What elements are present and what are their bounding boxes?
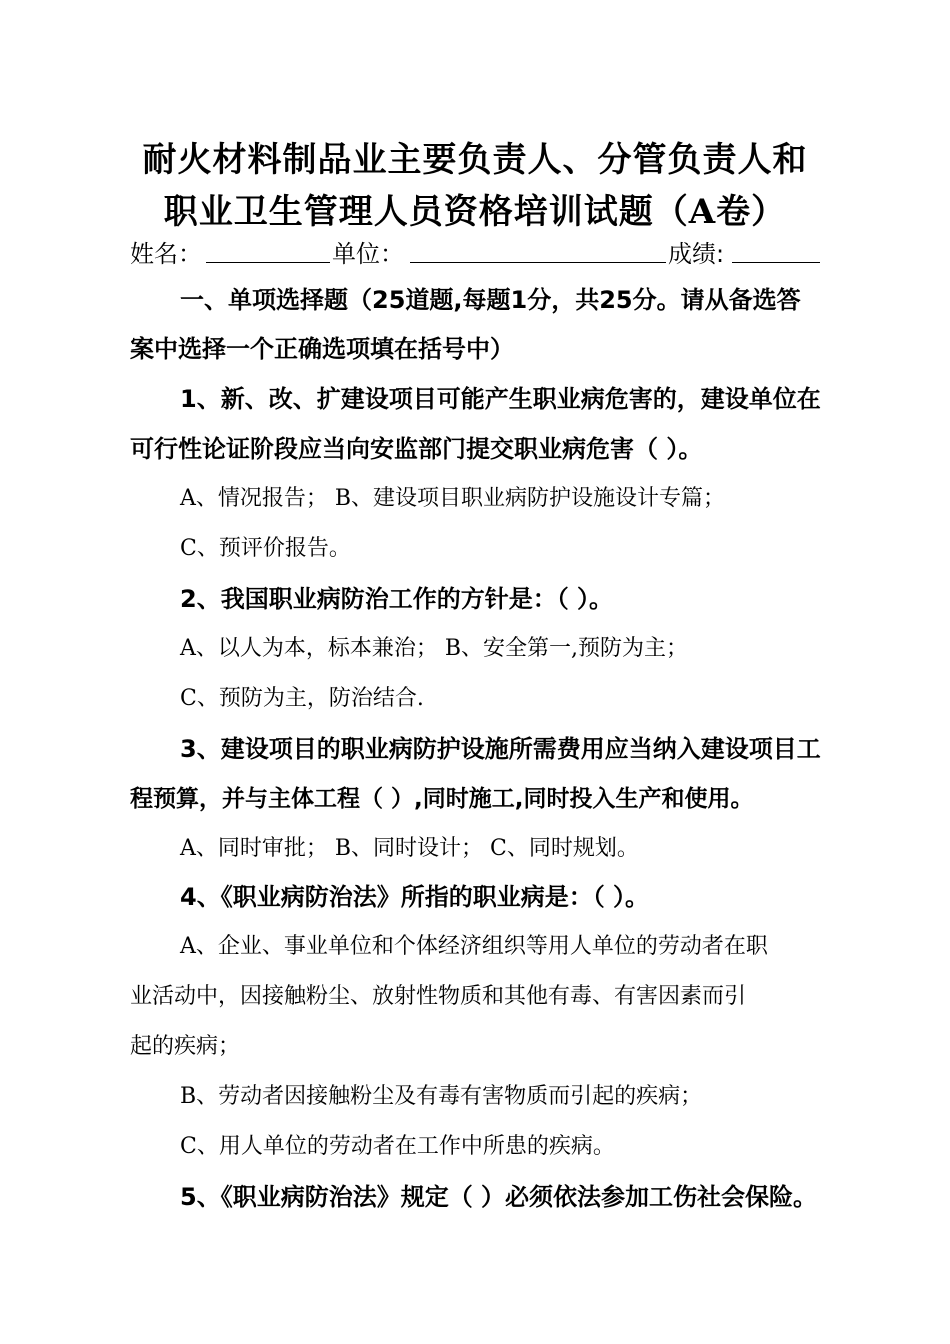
question-1-text: 1、新、改、扩建设项目可能产生职业病危害的，建设单位在 xyxy=(180,385,821,413)
section-heading: 一、单项选择题（25道题,每题1分，共25分。请从备选答 xyxy=(180,286,801,314)
question-4-option-a: A、企业、事业单位和个体经济组织等用人单位的劳动者在职 xyxy=(180,934,768,959)
unit-blank[interactable] xyxy=(410,262,666,263)
question-4-option-a-cont: 业活动中，因接触粉尘、放射性物质和其他有毒、有害因素而引 xyxy=(130,984,747,1009)
question-1-options-ab: A、情况报告； B、建设项目职业病防护设施设计专篇； xyxy=(180,486,726,511)
unit-label: 单位： xyxy=(332,240,404,268)
question-4-option-b: B、劳动者因接触粉尘及有毒有害物质而引起的疾病； xyxy=(180,1084,703,1109)
name-label: 姓名： xyxy=(130,240,202,268)
question-2-options-ab: A、以人为本，标本兼治； B、安全第一,预防为主； xyxy=(180,636,689,661)
question-3-text-cont: 程预算，并与主体工程（ ）,同时施工,同时投入生产和使用。 xyxy=(130,786,754,812)
question-2-option-c: C、预防为主，防治结合. xyxy=(180,686,424,711)
question-4-text: 4、《职业病防治法》所指的职业病是：（ ）。 xyxy=(180,883,650,911)
question-5-text: 5、《职业病防治法》规定（ ）必须依法参加工伤社会保险。 xyxy=(180,1183,818,1211)
question-4-option-c: C、用人单位的劳动者在工作中所患的疾病。 xyxy=(180,1134,615,1159)
score-label: 成绩: xyxy=(668,240,725,268)
exam-title-line-1: 耐火材料制品业主要负责人、分管负责人和 xyxy=(142,140,808,180)
question-4-option-a-end: 起的疾病； xyxy=(130,1034,241,1059)
question-3-text: 3、建设项目的职业病防护设施所需费用应当纳入建设项目工 xyxy=(180,735,821,763)
section-heading-cont: 案中选择一个正确选项填在括号中） xyxy=(130,335,514,363)
question-3-options: A、同时审批； B、同时设计； C、同时规划。 xyxy=(180,836,639,861)
question-2-text: 2、我国职业病防治工作的方针是：（ ）。 xyxy=(180,585,614,613)
exam-title-line-2: 职业卫生管理人员资格培训试题（A卷） xyxy=(163,192,787,232)
student-info-line xyxy=(130,234,830,268)
question-1-text-cont: 可行性论证阶段应当向安监部门提交职业病危害（ ）。 xyxy=(130,435,703,463)
score-blank[interactable] xyxy=(732,262,820,263)
name-blank[interactable] xyxy=(206,262,330,263)
question-1-option-c: C、预评价报告。 xyxy=(180,536,351,561)
